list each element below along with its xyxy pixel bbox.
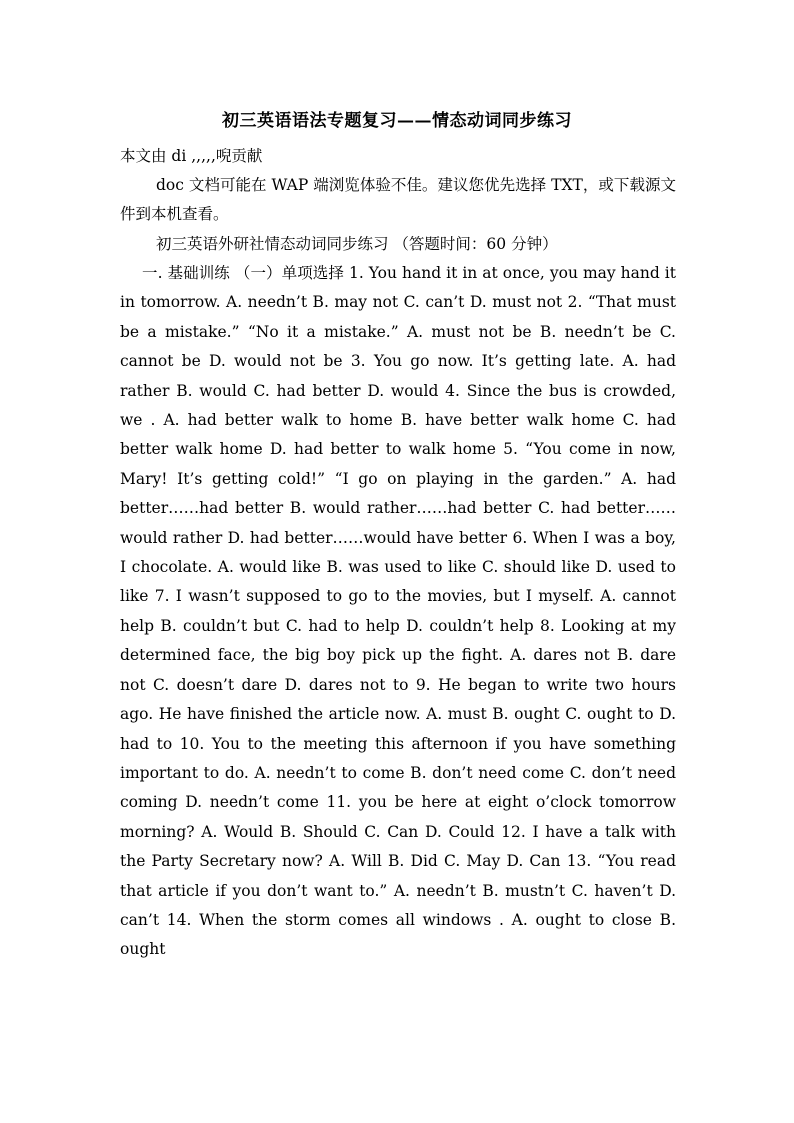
page-title: 初三英语语法专题复习——情态动词同步练习: [222, 111, 572, 131]
source-line: 本文由 di ,,,,,唲贡献: [120, 147, 263, 165]
exercise-intro: 初三英语外研社情态动词同步练习 （答题时间：60 分钟）: [156, 235, 558, 253]
doc-notice: doc 文档可能在 WAP 端浏览体验不佳。建议您优先选择 TXT，或下载源文件到本机查看。: [120, 176, 676, 224]
exercise-body: 一. 基础训练 （一）单项选择 1. You hand it in at once, you may hand it in tomorrow. A. needn’t B. may not C. can’t D. must not 2. “That must be a mistake.” “No it a mistake.” A. must not be B. needn’t be C. cannot be D. would not be 3. You go now. It’s getting late. A. had rather B. would C. had better D. would 4. Since the bus is crowded, we . A. had better walk to home B. have better walk home C. had better walk home D. had better to walk home 5. “You come in now, Mary! It’s getting cold!” “I go on playing in the garden.” A. had better……had better B. would rather……had better C. had better……would rather D. had better……would have better 6. When I was a boy, I chocolate. A. would like B. was used to like C. should like D. used to like 7. I wasn’t supposed to go to the movies, but I myself. A. cannot help B. couldn’t but C. had to help D. couldn’t help 8. Looking at my determined face, the big boy pick up the fight. A. dares not B. dare not C. doesn’t dare D. dares not to 9. He began to write two hours ago. He have finished the article now. A. must B. ought C. ought to D. had to 10. You to the meeting this afternoon if you have something important to do. A. needn’t to come B. don’t need come C. don’t need coming D. needn’t come 11. you be here at eight o’clock tomorrow morning? A. Would B. Should C. Can D. Could 12. I have a talk with the Party Secretary now? A. Will B. Did C. May D. Can 13. “You read that article if you don’t want to.” A. needn’t B. mustn’t C. haven’t D. can’t 14. When the storm comes all windows . A. ought to close B. ought: [120, 264, 676, 959]
